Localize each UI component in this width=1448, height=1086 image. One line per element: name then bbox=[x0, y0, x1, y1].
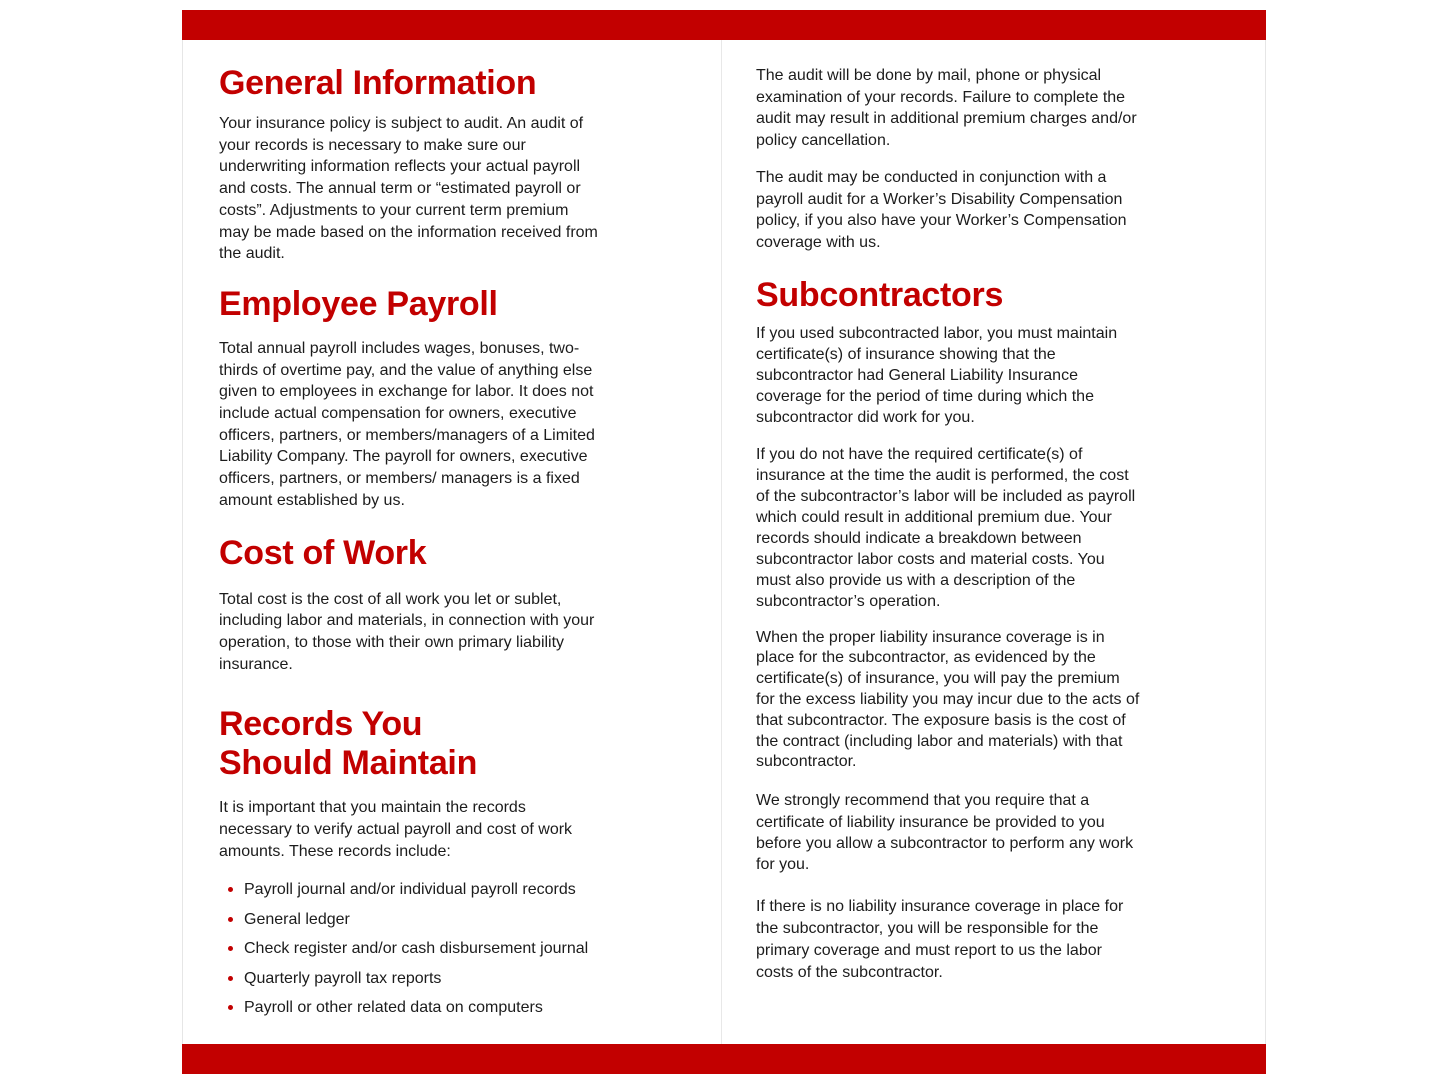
records-heading-line1: Records You bbox=[219, 705, 423, 744]
employee-payroll-heading: Employee Payroll bbox=[219, 284, 498, 323]
list-item bbox=[219, 938, 599, 968]
audit-method-text: The audit will be done by mail, phone or physical examination of your records. Failure to complete the audit may result in additional premium charges and/or policy cancellation. bbox=[756, 67, 1137, 150]
subcontractors-paragraph: If you do not have the required certificate(s) of insurance at the time the audit is performed, the cost of the subcontractor’s labor will be included as payroll which could result in additional premium due. Your records should indicate a breakdown between subcontractor labor costs and material costs. You must also provide us with a description of the subcontractor’s operation. bbox=[756, 445, 1136, 610]
list-item bbox=[219, 997, 599, 1027]
subcontractors-paragraph: When the proper liability insurance coverage is in place for the subcontractor, as evidenced by the certificate(s) of insurance, you will pay the premium for the excess liability you may incur due to the acts of that subcontractor. The exposure basis is the cost of the contract (including labor and materials) with that subcontractor. bbox=[756, 628, 1140, 771]
column-divider bbox=[721, 40, 722, 1044]
subcontractors-heading: Subcontractors bbox=[756, 275, 1004, 314]
left-column bbox=[219, 60, 599, 1027]
list-item bbox=[219, 879, 599, 909]
list-item-text: Check register and/or cash disbursement journal bbox=[244, 940, 589, 958]
records-heading-line2: Should Maintain bbox=[219, 744, 478, 783]
employee-payroll-text: Total annual payroll includes wages, bonuses, two-thirds of overtime pay, and the value of anything else given to employees in exchange for labor. It does not include actual compensation for owners, executive officers, partners, or members/managers of a Limited Liability Company. The payroll for owners, executive officers, partners, or members/ managers is a fixed amount established by us. bbox=[219, 339, 595, 509]
subcontractors-paragraph: If there is no liability insurance coverage in place for the subcontractor, you will be responsible for the primary coverage and must report to us the labor costs of the subcontractor. bbox=[756, 898, 1124, 982]
top-red-band bbox=[182, 10, 1266, 40]
list-item bbox=[219, 968, 599, 998]
list-item-text: General ledger bbox=[244, 910, 350, 928]
audit-conjunction-text: The audit may be conducted in conjunction with a payroll audit for a Worker’s Disability Compensation policy, if you also have your Worker’s Compensation coverage with us. bbox=[756, 168, 1127, 251]
list-item-text: Quarterly payroll tax reports bbox=[244, 969, 442, 987]
right-column bbox=[756, 65, 1141, 984]
list-item-text: Payroll journal and/or individual payroll records bbox=[244, 881, 576, 899]
bullet-icon bbox=[228, 887, 233, 892]
subcontractors-paragraph: We strongly recommend that you require that a certificate of liability insurance be provided to you before you allow a subcontractor to perform any work for you. bbox=[756, 792, 1134, 874]
list-item bbox=[219, 909, 599, 939]
records-heading bbox=[219, 705, 599, 783]
bullet-icon bbox=[228, 917, 233, 922]
bullet-icon bbox=[228, 1005, 233, 1010]
list-item-text: Payroll or other related data on computers bbox=[244, 999, 543, 1017]
cost-of-work-text: Total cost is the cost of all work you let or sublet, including labor and materials, in connection with your operation, to those with their own primary liability insurance. bbox=[219, 590, 595, 673]
subcontractors-paragraph: If you used subcontracted labor, you must maintain certificate(s) of insurance showing that the subcontractor had General Liability Insurance coverage for the period of time during which the subcontractor did work for you. bbox=[756, 324, 1118, 426]
bottom-red-band bbox=[182, 1044, 1266, 1074]
records-text: It is important that you maintain the records necessary to verify actual payroll and cost of work amounts. These records include: bbox=[219, 799, 573, 860]
bullet-icon bbox=[228, 946, 233, 951]
cost-of-work-heading: Cost of Work bbox=[219, 533, 427, 572]
general-information-heading: General Information bbox=[219, 64, 537, 102]
records-list bbox=[219, 879, 599, 1027]
general-information-text: Your insurance policy is subject to audit. An audit of your records is necessary to make sure our underwriting information reflects your actual payroll and costs. The annual term or “estimated payroll or costs”. Adjustments to your current term premium may be made based on the information received from the audit. bbox=[219, 115, 598, 263]
bullet-icon bbox=[228, 976, 233, 981]
